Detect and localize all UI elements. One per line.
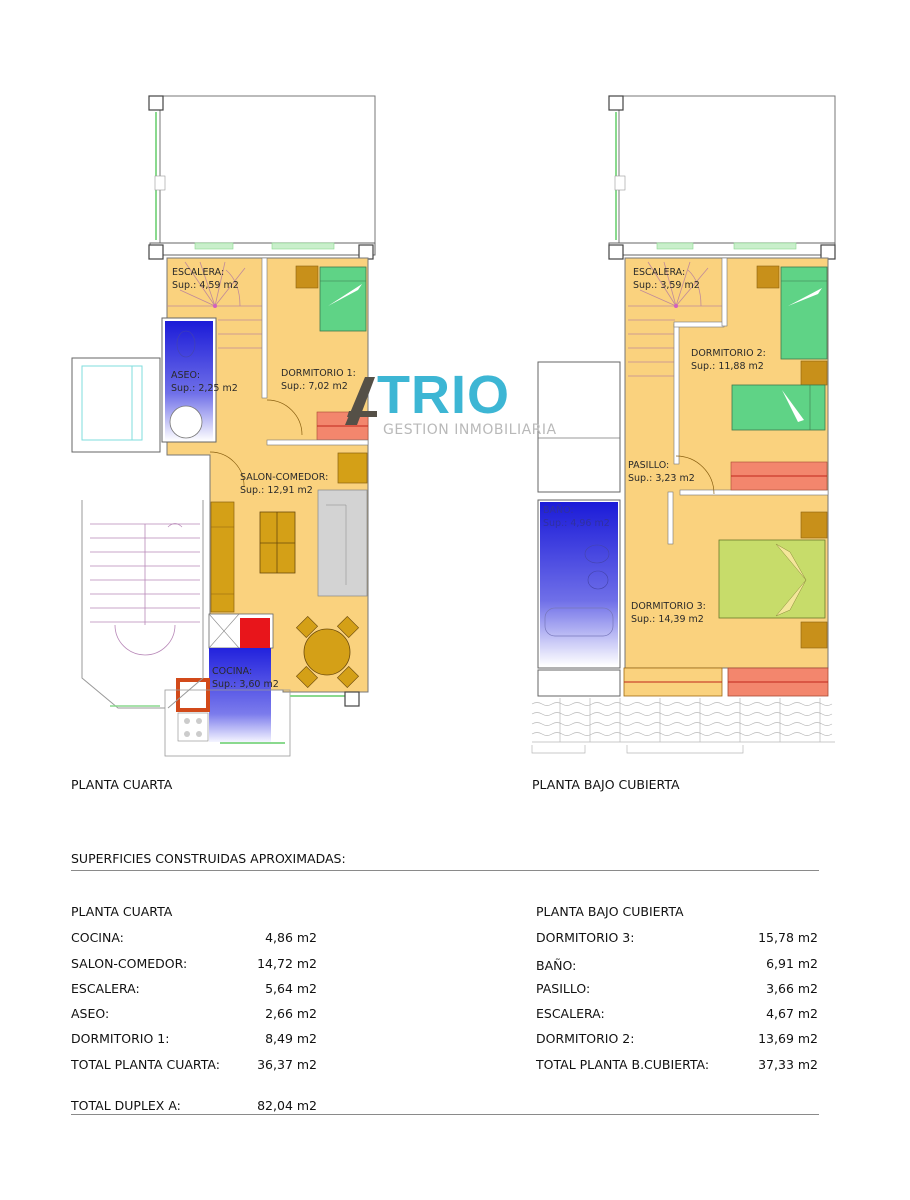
plan-planta-cuarta [72,96,375,756]
table-row-label: ESCALERA: [71,981,140,996]
summary-title: SUPERFICIES CONSTRUIDAS APROXIMADAS: [71,851,346,866]
room-label-cocina: COCINA: Sup.: 3,60 m2 [212,666,279,690]
room-label-bano: BAÑO: Sup.: 4,96 m2 [543,505,610,529]
table-row-value: 13,69 m2 [758,1031,818,1046]
table-total-value: 37,33 m2 [758,1057,818,1072]
room-label-dormitorio1: DORMITORIO 1: Sup.: 7,02 m2 [281,368,356,392]
table-planta-cuarta [71,904,321,1114]
table-row-value: 3,66 m2 [766,981,818,996]
table-row-value: 15,78 m2 [758,930,818,945]
table-row-value: 4,86 m2 [265,930,317,945]
room-label-escalera-bajo-cubierta: ESCALERA: Sup.: 3,59 m2 [633,267,700,291]
table-row-value: 4,67 m2 [766,1006,818,1021]
table-total-value: 36,37 m2 [257,1057,317,1072]
roof-tiles-icon [532,698,835,753]
table-row-label: DORMITORIO 1: [71,1031,170,1046]
table-heading: PLANTA BAJO CUBIERTA [536,904,684,919]
table-row-label: ESCALERA: [536,1006,605,1021]
table-row-value: 14,72 m2 [257,956,317,971]
table-total-label: TOTAL PLANTA CUARTA: [71,1057,220,1072]
divider-bottom [71,1114,819,1115]
room-label-dormitorio3: DORMITORIO 3: Sup.: 14,39 m2 [631,601,706,625]
table-total-label: TOTAL PLANTA B.CUBIERTA: [536,1057,710,1072]
table-row-label: COCINA: [71,930,124,945]
table-row-label: PASILLO: [536,981,591,996]
atrio-watermark-logo [343,365,583,445]
room-label-aseo: ASEO: Sup.: 2,25 m2 [171,370,238,394]
caption-planta-cuarta: PLANTA CUARTA [71,777,173,792]
room-label-escalera-cuarta: ESCALERA: Sup.: 4,59 m2 [172,267,239,291]
table-row-value: 5,64 m2 [265,981,317,996]
room-label-pasillo: PASILLO: Sup.: 3,23 m2 [628,460,695,484]
table-row-label: DORMITORIO 2: [536,1031,635,1046]
table-row-label: SALON-COMEDOR: [71,956,188,971]
divider [71,870,819,871]
table-planta-bajo-cubierta [536,904,818,1079]
table-row-value: 6,91 m2 [766,956,818,971]
grand-total-label: TOTAL DUPLEX A: [71,1098,181,1113]
table-heading: PLANTA CUARTA [71,904,173,919]
caption-planta-bajo-cubierta: PLANTA BAJO CUBIERTA [532,777,680,792]
brand-subtitle: GESTION INMOBILIARIA [383,422,557,438]
room-label-dormitorio2: DORMITORIO 2: Sup.: 11,88 m2 [691,348,766,372]
table-row-value: 8,49 m2 [265,1031,317,1046]
room-label-salon-comedor: SALON-COMEDOR: Sup.: 12,91 m2 [240,472,329,496]
table-row-value: 2,66 m2 [265,1006,317,1021]
table-row-label: ASEO: [71,1006,110,1021]
brand-name: TRIO [377,365,510,425]
table-row-label: BAÑO: [536,958,577,973]
grand-total-value: 82,04 m2 [257,1098,317,1113]
table-row-label: DORMITORIO 3: [536,930,635,945]
